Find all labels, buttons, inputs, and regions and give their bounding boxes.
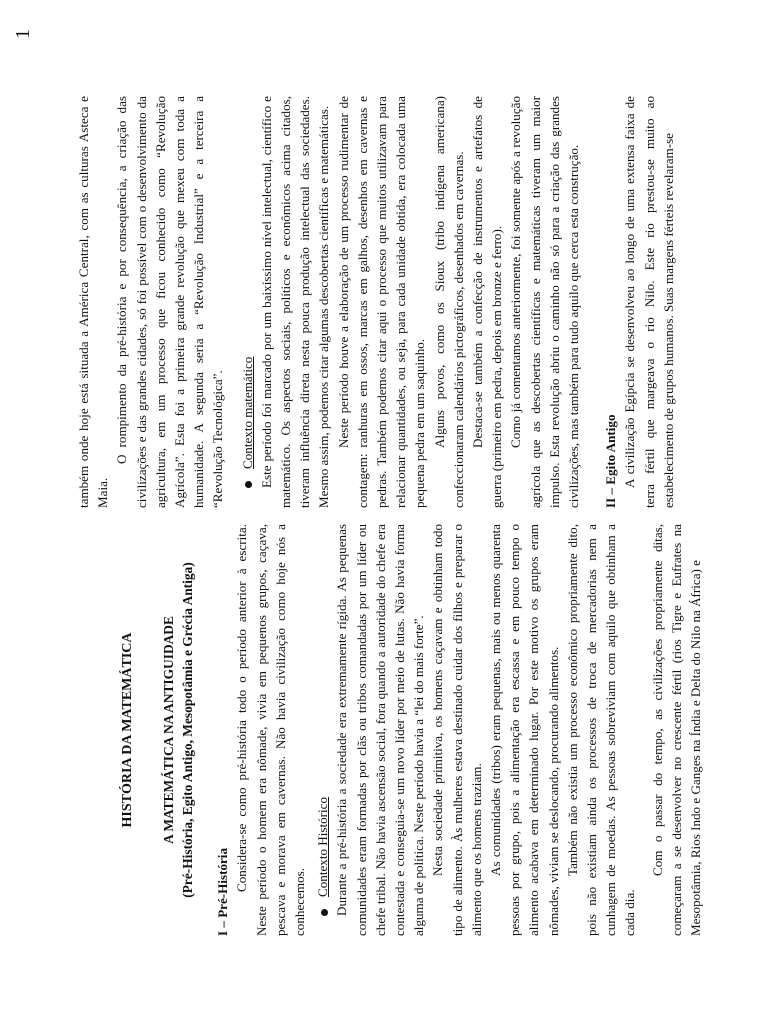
subtitle-line-2: (Pré-História, Egito Antigo, Mesopotâmia e Grécia Antiga) — [180, 562, 196, 898]
bullet-label: Contexto matemático — [239, 356, 255, 469]
bullet-dot-icon — [245, 481, 252, 488]
paragraph: Com o passar do tempo, as civilizações propriamente ditas, começaram a se desenvolver no crescente fértil (rios Tigre e Eufrates na Mesopotâmia, Rios Indo e Ganges na Índia e Delta do Nilo na África) e — [649, 524, 704, 936]
right-column — [74, 96, 678, 508]
paragraph: Alguns povos, como os Sioux (tribo indígena americana) confeccionaram calendários pictográficos, desenhados em cavernas. — [431, 96, 466, 508]
paragraph: Considera-se como pré-história todo o período anterior à escrita. Neste período o homem era nômade, vivia em pequenos grupos, caçava, pescava e morava em cavernas. Não havia civilização como hoje nós a conhecemos. — [234, 524, 308, 936]
paragraph: Nesta sociedade primitiva, os homens caçavam e obtinham todo tipo de alimento. Às mulheres estava destinado cuidar dos filhos e preparar o alimento que os homens traziam. — [430, 524, 484, 936]
paragraph: Este período foi marcado por um baixíssimo nível intelectual, científico e matemático. Os aspectos sociais, políticos e econômicos acima citados, tiveram influência direta nesta pouca produção intelectual das sociedades. Mesmo assim, podemos citar algumas descobertas científicas e matemáticas. — [258, 96, 332, 508]
paragraph: Também não existia um processo econômico propriamente dito, pois não existiam ainda os processos de troca de mercadorias nem a cunhagem de moedas. As pessoas sobreviviam com aquilo que obtinham a cada dia. — [564, 524, 638, 936]
document-title: HISTÓRIA DA MATEMÁTICA — [120, 632, 135, 828]
bullet-contexto-historico — [313, 524, 332, 916]
paragraph: Durante a pré-história a sociedade era extremamente rígida. As pequenas comunidades eram formadas por clãs ou tribos comandadas por um líder ou chefe tribal. Não havia ascensão social, fora quando a autoridade do chefe era contestada e conseguia-se um novo líder por meio de lutas. Não havia forma alguma de política. Neste período havia a “lei do mais forte”. — [334, 524, 427, 936]
bullet-label: Contexto Histórico — [315, 796, 331, 897]
paragraph: também onde hoje está situada a América Central, com as culturas Asteca e Maia. — [76, 96, 111, 508]
left-column — [74, 524, 705, 936]
section-heading-egito-antigo: II – Egito Antigo — [603, 414, 619, 508]
paragraph: A civilização Egípcia se desenvolveu ao longo de uma extensa faixa de terra fértil que margeava o rio Nilo. Este rio prestou-se muito ao estabelecimento de grupos humanos. Suas margens férteis revelaram-se — [622, 96, 676, 508]
section-heading-pre-historia: I – Pré-História — [215, 848, 231, 936]
paragraph: As comunidades (tribos) eram pequenas, mais ou menos quarenta pessoas por grupo, pois a alimentação era escassa e em pouco tempo o alimento acabava em determinado lugar. Por este motivo os grupos eram nômades, viviam se deslocando, procurando alimentos. — [488, 524, 561, 936]
paragraph: Como já comentamos anteriormente, foi somente após a revolução agrícola que as descobertas científicas e matemáticas tiveram um maior impulso. Esta revolução abriu o caminho não só para a criação das grandes civilizações, mas também para tudo aquilo que cerca esta construção. — [508, 96, 582, 508]
paragraph: Destaca-se também a confecção de instrumentos e artefatos de guerra (primeiro em pedra, depois em bronze e ferro). — [470, 96, 505, 508]
bullet-contexto-matematico — [238, 96, 257, 488]
subtitle-line-1: A MATEMÁTICA NA ANTIGUIDADE — [161, 616, 177, 844]
page-number: 1 — [12, 29, 34, 39]
bullet-dot-icon — [321, 909, 328, 916]
paragraph: Neste período houve a elaboração de um processo rudimentar de contagem: ranhuras em ossos, marcas em galhos, desenhos em cavernas e pedras. Também podemos citar aqui o processo que muitos utilizavam para relacionar quantidades, ou seja, para cada unidade obtida, era colocada uma pequena pedra em um saquinho. — [335, 96, 428, 508]
paragraph: O rompimento da pré-história e por consequência, a criação das civilizações e das grandes cidades, só foi possível com o desenvolvimento da agricultura, em um processo que ficou conhecido como “Revolução Agrícola”. Esta foi a primeira grande revolução que mexeu com toda a humanidade. A segunda seria a “Revolução Industrial” e a terceira a “Revolução Tecnológica”. — [114, 96, 226, 508]
document-subtitle — [159, 524, 197, 936]
